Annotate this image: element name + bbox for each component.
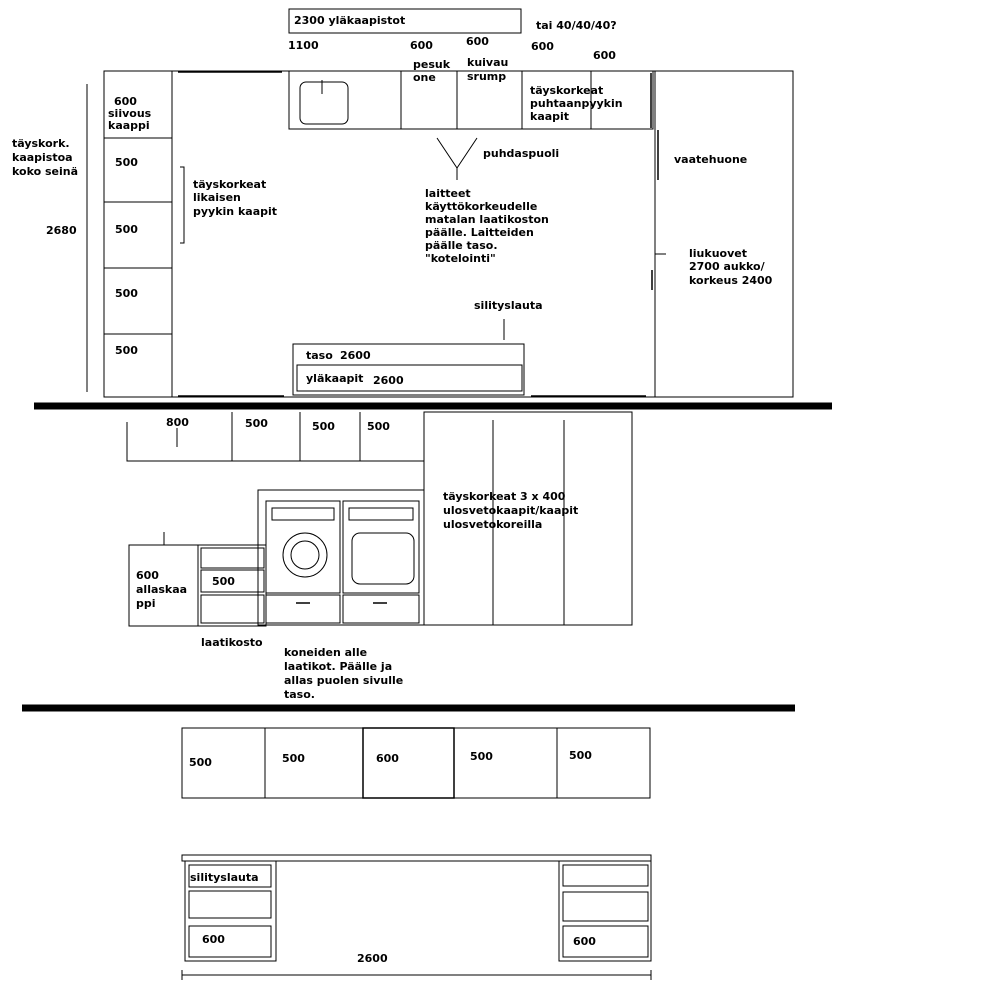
dim-600-washer: 600	[410, 39, 433, 52]
dirty-cabinets-label: täyskorkeat likaisen pyykin kaapit	[193, 178, 278, 218]
machines-drawers-note: koneiden alle laatikot. Päälle ja allas puolen sivulle taso.	[284, 646, 404, 701]
cab-width-4: 500	[115, 344, 138, 357]
cleaning-cabinet-label: 600 siivous kaappi	[108, 95, 152, 132]
upper-width-2: 500	[245, 417, 268, 430]
row-width-4: 500	[470, 750, 493, 763]
counter-dim: 2600	[340, 349, 371, 362]
row-width-3: 600	[376, 752, 399, 765]
elevation-2	[182, 728, 650, 798]
clean-side-label: puhdaspuoli	[483, 147, 560, 160]
sliding-doors-label: liukuovet 2700 aukko/ korkeus 2400	[689, 247, 773, 287]
dryer-elevation	[343, 501, 419, 593]
upper-width-1: 800	[166, 416, 189, 429]
right-drawer-2	[563, 892, 648, 921]
washer-panel	[272, 508, 334, 520]
upper-cabinet-label: 2300 yläkaapistot	[294, 14, 406, 27]
elevation-3	[182, 855, 651, 980]
washer-drawer	[266, 595, 340, 623]
row-width-5: 500	[569, 749, 592, 762]
washer-elevation	[266, 501, 340, 593]
dryer-panel	[349, 508, 413, 520]
cab-width-1: 500	[115, 156, 138, 169]
washer-label: pesuk one	[413, 58, 451, 84]
floor-plan	[12, 9, 793, 397]
y-connector	[437, 138, 477, 168]
upper-width-4: 500	[367, 420, 390, 433]
dirty-bracket	[180, 167, 184, 243]
upper-row-outline	[182, 728, 650, 798]
sink-bowl	[300, 82, 348, 124]
walk-in-label: vaatehuone	[674, 153, 748, 166]
dim-600-dryer: 600	[466, 35, 489, 48]
washer-door	[283, 533, 327, 577]
upper-cab-label: yläkaapit	[306, 372, 364, 385]
sink-counter	[289, 71, 401, 129]
dim-600-cab2: 600	[593, 49, 616, 62]
right-drawer-1	[563, 865, 648, 886]
right-drawer-width: 600	[573, 935, 596, 948]
counter-top	[182, 855, 651, 861]
machines-note: laitteet käyttökorkeudelle matalan laatikoston päälle. Laitteiden päälle taso. "kotelointi"	[425, 187, 549, 265]
left-drawer-2	[189, 891, 271, 918]
total-width: 2600	[357, 952, 388, 965]
elevation-1	[127, 412, 632, 701]
drawer-width: 500	[212, 575, 235, 588]
dryer-label: kuivau srump	[467, 56, 509, 83]
clean-cabinets-label: täyskorkeat puhtaanpyykin kaapit	[530, 84, 623, 123]
upper-cab-dim: 2600	[373, 374, 404, 387]
dim-1100: 1100	[288, 39, 319, 52]
cab-width-2: 500	[115, 223, 138, 236]
dirty-cab-3	[104, 268, 172, 334]
left-drawer-width: 600	[202, 933, 225, 946]
alt-sizes-label: tai 40/40/40?	[536, 19, 617, 32]
drawer-3	[201, 595, 264, 623]
upper-width-3: 500	[312, 420, 335, 433]
dim-600-cab1: 600	[531, 40, 554, 53]
ironing-board-label: silityslauta	[474, 299, 543, 312]
sink-cabinet-label: 600 allaskaa ppi	[136, 569, 188, 610]
dryer-door	[352, 533, 414, 584]
drawers-label: laatikosto	[201, 636, 263, 649]
dryer-drawer	[343, 595, 419, 623]
tall-cabinets-label: täyskorkeat 3 x 400 ulosvetokaapit/kaapit ulosvetokoreilla	[443, 490, 579, 531]
full-height-label: täyskork. kaapistoa koko seinä	[12, 137, 79, 178]
dirty-cab-1	[104, 138, 172, 202]
counter-label: taso	[306, 349, 333, 362]
cab-width-3: 500	[115, 287, 138, 300]
washer-door-inner	[291, 541, 319, 569]
row-width-2: 500	[282, 752, 305, 765]
ironing-board-drawer-label: silityslauta	[190, 871, 259, 884]
row-width-1: 500	[189, 756, 212, 769]
drawer-1	[201, 548, 264, 568]
dim-2680: 2680	[46, 224, 77, 237]
